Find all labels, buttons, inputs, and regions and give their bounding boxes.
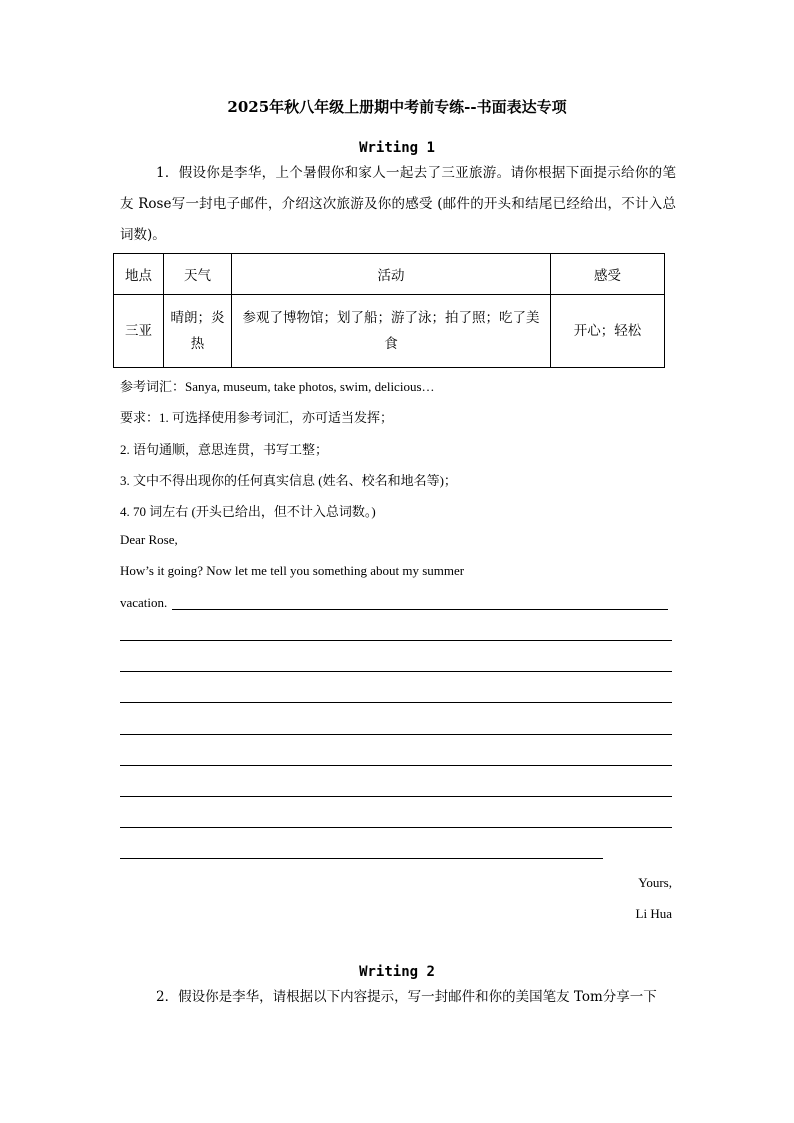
letter-signature: Li Hua [635, 906, 672, 921]
reference-words: 参考词汇：Sanya, museum, take photos, swim, delicious… [120, 379, 435, 394]
writing2-heading: Writing 2 [359, 964, 435, 980]
table-cell: 晴朗；炎热 [164, 295, 232, 368]
requirement-2: 2. 语句通顺，意思连贯，书写工整； [120, 442, 329, 457]
writing-line[interactable] [120, 827, 672, 828]
writing1-prompt [120, 158, 676, 251]
writing-line[interactable] [172, 609, 668, 610]
table-row [114, 295, 665, 368]
table-header-cell: 地点 [114, 254, 164, 295]
requirement-3: 3. 文中不得出现你的任何真实信息 (姓名、校名和地名等)； [120, 473, 457, 488]
letter-greeting: Dear Rose, [120, 532, 178, 547]
letter-opening: How’s it going? Now let me tell you something about my summer [120, 563, 465, 578]
writing-line[interactable] [120, 671, 672, 672]
table-cell: 参观了博物馆；划了船；游了泳；拍了照；吃了美食 [232, 295, 551, 368]
letter-closing: Yours, [638, 875, 672, 890]
table-cell: 三亚 [114, 295, 164, 368]
writing-line[interactable] [120, 765, 672, 766]
writing-line[interactable] [120, 640, 672, 641]
writing-line[interactable] [120, 858, 603, 859]
table-header-cell: 活动 [232, 254, 551, 295]
document-title: 2025年秋八年级上册期中考前专练--书面表达专项 [227, 98, 567, 116]
writing1-prompt-text: 1．假设你是李华，上个暑假你和家人一起去了三亚旅游。请你根据下面提示给你的笔友 Rose写一封电子邮件，介绍这次旅游及你的感受 (邮件的开头和结尾已经给出，不计入总词数)。 [120, 165, 676, 243]
writing-line[interactable] [120, 702, 672, 703]
table-cell: 开心；轻松 [551, 295, 665, 368]
writing-line[interactable] [120, 796, 672, 797]
table-header-row [114, 254, 665, 295]
requirement-4: 4. 70 词左右 (开头已给出，但不计入总词数。) [120, 504, 376, 519]
table-header-cell: 天气 [164, 254, 232, 295]
writing2-prompt [120, 982, 676, 1013]
info-table [113, 253, 665, 368]
table-header-cell: 感受 [551, 254, 665, 295]
writing-line[interactable] [120, 734, 672, 735]
requirement-1: 要求：1. 可选择使用参考词汇，亦可适当发挥； [120, 410, 394, 425]
writing2-prompt-text: 2．假设你是李华，请根据以下内容提示，写一封邮件和你的美国笔友 Tom分享一下 [156, 989, 657, 1005]
letter-opening-cont: vacation. [120, 595, 168, 610]
writing1-heading: Writing 1 [359, 140, 435, 156]
